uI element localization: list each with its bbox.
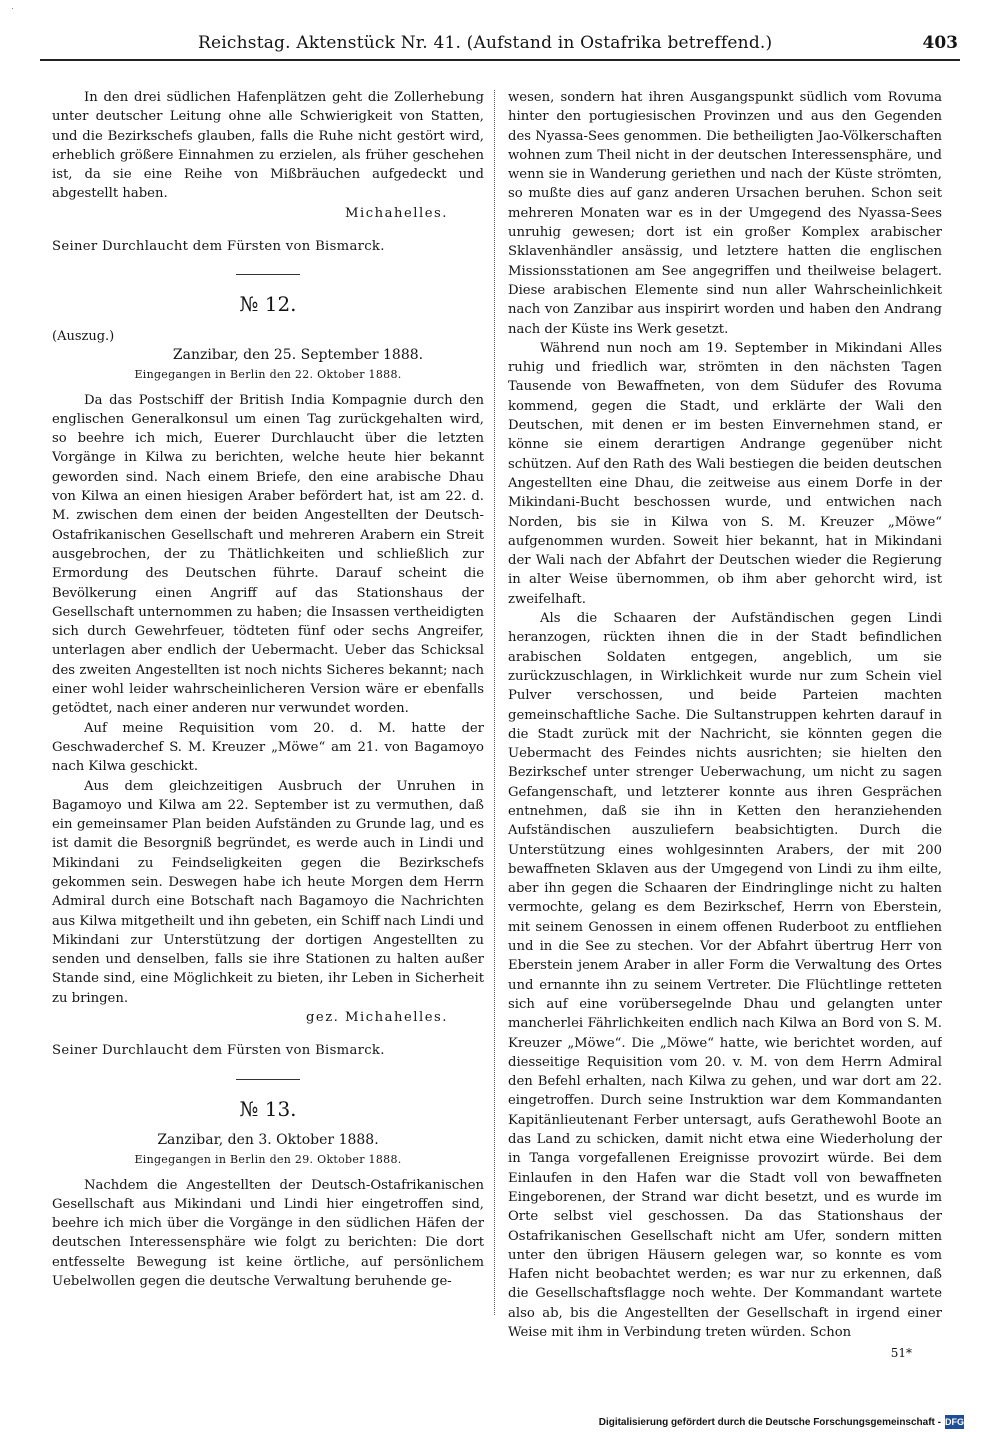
excerpt-label: (Auszug.) — [52, 328, 115, 344]
header-rule — [40, 59, 960, 61]
doc13-paragraph-1: Nachdem die Angestellten der Deutsch-Ostafrikanischen Gesellschaft aus Mikindani und Lindi hier eingetroffen sind, beehre ich mich über die Vorgänge in den südlichen Häfen der deutschen Interessensphäre wie folgt zu berichten: Die dort entfesselte Bewegung ist keine örtliche, auf persönlichem Uebelwollen gegen die deutsche Verwaltung beruhende ge- — [52, 1177, 484, 1290]
scan-corner-mark — [12, 8, 13, 9]
section-separator — [236, 1079, 300, 1080]
right-paragraph-3: Als die Schaaren der Aufständischen gegen Lindi heranzogen, rückten ihnen die in der Stadt befindlichen arabischen Soldaten entgegen, angeblich, um sie zurückzuschlagen, in Wirklichkeit wurde nur zum Schein viel Pulver verschossen, und beide Parteien machten gemeinschaftliche Sache. Die Sultanstruppen kehrten darauf in die Stadt zurück mit der Nachricht, sie könnten gegen die Uebermacht des Feindes nichts ausrichten; sie hielten den Bezirkschef unter strenger Ueberwachung, um nicht zu sagen Gefangenschaft, und letzterer konnte aus ihren Gesprächen entnehmen, daß sie ihn in Ketten den heranziehenden Aufständischen auszuliefern beabsichtigten. Durch die Unterstützung eines wohlgesinnten Arabers, der mit 200 bewaffneten Sklaven aus der Umgegend von Lindi zu ihm eilte, aber ihn gegen die Schaaren der Eindringlinge nicht zu halten vermochte, gelang es dem Bezirkschef, Herrn von Eberstein, mit seinem Genossen in einem offenen Ruderboot zu entfliehen und in die See zu stechen. Vor der Abfahrt übertrug Herr von Eberstein jenem Araber in aller Form die Verwaltung des Ortes und ernannte ihn zu seinem Vertreter. Die Flüchtlinge retteten sich auf eine vorübersegelnde Dhau und gelangten unter mancherlei Fährlichkeiten endlich nach Kilwa an Bord von S. M. Kreuzer „Möwe“. Die „Möwe“ hatte, wie berichtet worden, auf diesseitige Requisition vom 20. v. M. von dem Herrn Admiral den Befehl erhalten, nach Kilwa zu gehen, und war dort am 22. eingetroffen. Durch seine Instruktion war dem Kommandanten Kapitänlieutenant Ferber untersagt, aufs Gerathewohl Boote an das Land zu schicken, damit nicht etwa eine Wiederholung der in Tanga vorgefallenen Ereignisse provozirt würde. Bei dem Einlaufen in den Hafen war die Stadt voll von bewaffneten Eingeborenen, der Strand war dicht besetzt, und es wurde im Orte selbst viel geschossen. Da das Stationshaus der Ostafrikanischen Gesellschaft nicht am Ufer, sondern mitten unter den übrigen Häusern gelegen war, so konnte es vom Hafen nicht beobachtet werden; es war nur zu erkennen, daß die Gesellschaftsflagge noch wehte. Der Kommandant wartete also ab, bis die Angestellten der Gesellschaft in irgend einer Weise mit ihm in Verbindung treten würden. Schon — [508, 611, 942, 1340]
doc12-received-note: Eingegangen in Berlin den 22. Oktober 1888. — [134, 368, 402, 382]
signature-michahelles: Michahelles. — [345, 205, 448, 221]
left-column — [52, 88, 484, 1348]
page-header — [0, 33, 1000, 59]
right-paragraph-2: Während nun noch am 19. September in Mikindani Alles ruhig und friedlich war, strömten in den nächsten Tagen Tausende von Bewaffneten, von dem Südufer des Rovuma kommend, gegen die Stadt, und erklärte der Wali den Deutschen, mit denen er im besten Einvernehmen stand, er könne sie einem derartigen Andrange gegenüber nicht schützen. Auf den Rath des Wali bestiegen die beiden deutschen Angestellten eine Dhau, die zeitweise aus einem Dorfe in der Mikindani-Bucht beschossen wurde, und entwichen nach Norden, bis sie in Kilwa von S. M. Kreuzer „Möwe“ aufgenommen wurden. Soweit hier bekannt, hat in Mikindani der Wali nach der Abfahrt der Deutschen wieder die Regierung in alter Weise übernommen, ob ihm aber gehorcht wird, ist zweifelhaft. — [508, 340, 942, 607]
doc12-paragraph-2: Auf meine Requisition vom 20. d. M. hatte der Geschwaderchef S. M. Kreuzer „Möwe“ am 21. von Bagamoyo nach Kilwa geschickt. — [52, 720, 484, 775]
sheet-signature-mark: 51* — [890, 1346, 912, 1360]
doc13-received-note: Eingegangen in Berlin den 29. Oktober 1888. — [134, 1153, 402, 1167]
doc13-place-date: Zanzibar, den 3. Oktober 1888. — [157, 1131, 379, 1148]
doc12-place-date: Zanzibar, den 25. September 1888. — [172, 346, 424, 363]
digitization-credit — [600, 1414, 964, 1430]
doc12-heading — [52, 327, 484, 366]
doc12-paragraph-3: Aus dem gleichzeitigen Ausbruch der Unruhen in Bagamoyo und Kilwa am 22. September ist zu vermuthen, daß ein gemeinsamer Plan beiden Aufständen zu Grunde lag, und es ist damit die Besorgniß begründet, es werde auch in Lindi und Mikindani zu Feindseligkeiten gegen die Bezirkschefs gekommen sein. Deswegen habe ich heute Morgen dem Herrn Admiral durch eine Botschaft nach Bagamoyo die Nachrichten aus Kilwa mitgetheilt und ihn gebeten, ein Schiff nach Lindi und Mikindani zur Unterstützung der dortigen Angestellten zu senden und denselben, falls sie ihre Stationen zu halten außer Stande sind, eine Möglichkeit zu bieten, ihr Leben in Sicherheit zu bringen. — [52, 778, 484, 1006]
intro-paragraph: In den drei südlichen Hafenplätzen geht die Zollerhebung unter deutscher Leitung ohne alle Schwierigkeit von Statten, und die Bezirkschefs glauben, falls die Ruhe nicht gestört wird, erheblich größere Einnahmen zu erzielen, als früher geschehen ist, da sie eine Reihe von Mißbräuchen aufgedeckt und abgestellt haben. — [52, 90, 484, 202]
column-divider — [494, 90, 496, 1315]
right-column — [508, 88, 942, 1348]
running-head: Reichstag. Aktenstück Nr. 41. (Aufstand in Ostafrika betreffend.) — [198, 33, 773, 53]
document-number-13: № 13. — [239, 1096, 297, 1121]
credit-text: Digitalisierung gefördert durch die Deutsche Forschungsgemeinschaft - — [598, 1416, 941, 1428]
doc12-signature: gez. Michahelles. — [305, 1010, 448, 1026]
addressee-bismarck: Seiner Durchlaucht dem Fürsten von Bismarck. — [52, 239, 385, 255]
page-number: 403 — [922, 33, 958, 53]
doc12-addressee: Seiner Durchlaucht dem Fürsten von Bismarck. — [52, 1043, 385, 1059]
document-number-12: № 12. — [239, 292, 297, 317]
section-separator — [236, 274, 300, 275]
doc12-paragraph-1: Da das Postschiff der British India Kompagnie durch den englischen Generalkonsul um einen Tag zurückgehalten wird, so beehre ich mich, Euerer Durchlaucht über die letzten Vorgänge in Kilwa zu berichten, welche heute hier bekannt geworden sind. Nach einem Briefe, den eine arabische Dhau von Kilwa an einen hiesigen Araber befördert hat, ist am 22. d. M. zwischen dem einen der beiden Angestellten der Deutsch-Ostafrikanischen Gesellschaft und mehreren Arabern ein Streit ausgebrochen, der zu Thätlichkeiten und schließlich zur Ermordung des Deutschen führte. Darauf scheint die Bevölkerung einen Angriff auf das Stationshaus der Gesellschaft unternommen zu haben; die Insassen vertheidigten sich durch Gewehrfeuer, tödteten fünf oder sechs Angreifer, unterlagen aber endlich der Uebermacht. Ueber das Schicksal des zweiten Angestellten ist noch nichts Sicheres bekannt; nach einer wohl leider wahrscheinlicheren Version wäre er ebenfalls getödtet, nach einer anderen nur verwundet worden. — [52, 392, 484, 717]
right-paragraph-1: wesen, sondern hat ihren Ausgangspunkt südlich vom Rovuma hinter den portugiesischen Provinzen und aus den Gegenden des Nyassa-Sees genommen. Die betheiligten Jao-Völkerschaften wohnen zum Theil nicht in der deutschen Interessensphäre, und wenn sie in Wanderung geriethen und nach der Küste strömten, so mußte dies auf ganz anderen Ursachen beruhen. Schon seit mehreren Monaten war es in der Umgegend des Nyassa-Sees unruhig gewesen; dort ist ein großer Komplex arabischer Sklavenhändler ansässig, und letztere hatten die englischen Missionsstationen am See angegriffen und theilweise belagert. Diese arabischen Elemente sind nun aller Wahrscheinlichkeit nach von Zanzibar aus inspirirt worden und haben den Andrang nach der Küste ins Werk gesetzt. — [508, 90, 942, 337]
dfg-logo-icon: DFG — [945, 1417, 964, 1427]
